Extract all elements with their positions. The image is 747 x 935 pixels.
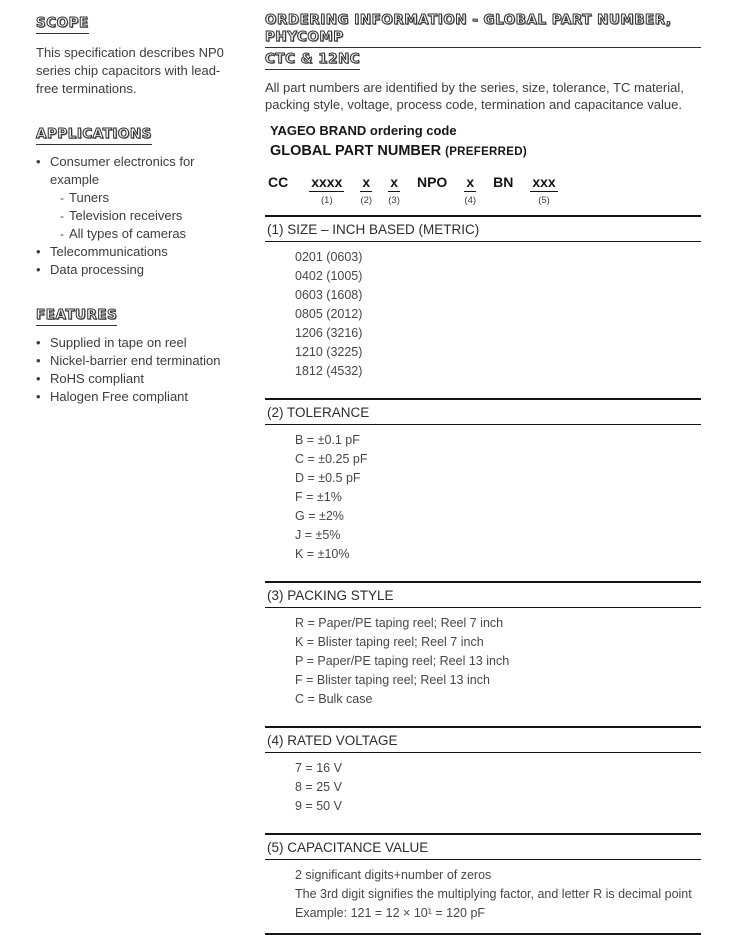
part-code-text: xxxx: [311, 173, 343, 190]
section-capacitance-value: [265, 833, 701, 935]
part-code-label: (3): [388, 194, 400, 206]
size-option: 0603 (1608): [295, 287, 363, 302]
section-title: (4) RATED VOLTAGE: [265, 728, 701, 753]
size-option: 1210 (3225): [295, 344, 363, 359]
packing-option: K = Blister taping reel; Reel 7 inch: [295, 634, 484, 649]
tolerance-option: C = ±0.25 pF: [295, 451, 368, 466]
part-code-label: (2): [360, 194, 373, 206]
size-option: 0805 (2012): [295, 306, 363, 321]
section-items: [265, 860, 701, 933]
size-option: 1206 (3216): [295, 325, 363, 340]
ordering-heading-line2: CTC & 12NC: [265, 51, 360, 70]
section-tolerance: [265, 398, 701, 572]
section-title: (5) CAPACITANCE VALUE: [265, 835, 701, 860]
part-code-text: xxx: [532, 173, 556, 190]
bullet-icon: •: [36, 370, 41, 386]
section-rated-voltage: [265, 726, 701, 824]
part-code-segment-size: [309, 175, 344, 206]
part-code-segment-capacitance: [530, 175, 557, 206]
list-item: [36, 207, 238, 225]
part-code-text: x: [466, 173, 475, 190]
part-code-row: [267, 175, 701, 206]
bullet-icon: •: [36, 261, 41, 277]
bullet-icon: •: [36, 334, 41, 350]
part-code-segment-tolerance: [360, 175, 372, 206]
size-option: 0201 (0603): [295, 249, 363, 264]
list-item: [36, 370, 238, 388]
capacitance-note: The 3rd digit signifies the multiplying factor, and letter R is decimal point: [295, 886, 692, 901]
size-option: 0402 (1005): [295, 268, 363, 283]
list-item-label: Nickel-barrier end termination: [50, 352, 221, 368]
list-item-label: Data processing: [50, 261, 144, 277]
part-code-label: (1): [321, 194, 333, 206]
list-item: [36, 388, 238, 406]
list-item-label: Supplied in tape on reel: [50, 334, 187, 350]
size-option: 1812 (4532): [295, 363, 363, 378]
tolerance-option: B = ±0.1 pF: [295, 432, 360, 447]
applications-heading: APPLICATIONS: [36, 126, 152, 145]
part-code-label: (4): [464, 194, 477, 206]
bullet-icon: •: [36, 388, 41, 404]
dash-bullet-icon: -: [60, 226, 64, 241]
global-part-number-label: GLOBAL PART NUMBER: [270, 142, 442, 159]
list-item-label: Television receivers: [69, 207, 183, 223]
bullet-icon: •: [36, 153, 41, 169]
scope-heading: SCOPE: [36, 15, 89, 34]
scope-section: [36, 14, 238, 98]
section-title: (1) SIZE – INCH BASED (METRIC): [265, 217, 701, 242]
voltage-option: 8 = 25 V: [295, 779, 342, 794]
section-title: (2) TOLERANCE: [265, 400, 701, 425]
section-items: [265, 242, 701, 389]
ordering-heading-line1: ORDERING INFORMATION - GLOBAL PART NUMBER, PHYCOMP: [265, 12, 701, 48]
section-items: [265, 425, 701, 572]
section-title: (3) PACKING STYLE: [265, 583, 701, 608]
part-code-text: NPO: [416, 173, 448, 190]
list-item: [36, 225, 238, 243]
list-item-label: All types of cameras: [69, 225, 187, 241]
list-item-label: RoHS compliant: [50, 370, 144, 386]
part-code-segment-packing: [388, 175, 400, 206]
list-item-label: Halogen Free compliant: [50, 388, 189, 404]
part-code-text: x: [390, 173, 398, 190]
section-items: [265, 608, 701, 717]
list-item: [36, 261, 238, 279]
part-code-text: BN: [493, 173, 514, 190]
packing-option: P = Paper/PE taping reel; Reel 13 inch: [295, 653, 510, 668]
ordering-heading: [265, 50, 701, 70]
scope-paragraph: This specification describes NP0 series chip capacitors with lead-free terminations.: [36, 44, 224, 96]
features-heading: FEATURES: [36, 307, 117, 326]
applications-list: [36, 153, 238, 279]
features-section: [36, 306, 238, 406]
list-item: [36, 153, 238, 189]
tolerance-option: G = ±2%: [295, 508, 344, 523]
voltage-option: 9 = 50 V: [295, 798, 342, 813]
part-code-text: CC: [268, 173, 289, 190]
part-code-text: x: [362, 173, 371, 190]
tolerance-option: J = ±5%: [295, 527, 341, 542]
section-items: [265, 753, 701, 824]
tolerance-option: K = ±10%: [295, 546, 350, 561]
capacitance-example: Example: 121 = 12 × 10¹ = 120 pF: [295, 905, 486, 920]
applications-section: [36, 125, 238, 279]
packing-option: F = Blister taping reel; Reel 13 inch: [295, 672, 490, 687]
dash-bullet-icon: -: [60, 190, 64, 205]
yageo-brand-line: YAGEO BRAND ordering code: [270, 122, 457, 138]
preferred-label: (PREFERRED): [445, 145, 527, 158]
features-list: [36, 334, 238, 406]
section-packing-style: [265, 581, 701, 717]
part-code-segment-material: [416, 175, 448, 193]
dash-bullet-icon: -: [60, 208, 64, 223]
packing-option: C = Bulk case: [295, 691, 373, 706]
tolerance-option: D = ±0.5 pF: [295, 470, 361, 485]
left-column: [36, 14, 238, 406]
voltage-option: 7 = 16 V: [295, 760, 342, 775]
list-item: [36, 334, 238, 352]
global-part-number-line: [270, 143, 701, 159]
capacitance-note: 2 significant digits+number of zeros: [295, 867, 492, 882]
bullet-icon: •: [36, 243, 41, 259]
part-code-segment-voltage: [464, 175, 476, 206]
list-item: [36, 243, 238, 261]
part-code-segment-series: [267, 175, 289, 193]
packing-option: R = Paper/PE taping reel; Reel 7 inch: [295, 615, 504, 630]
list-item: [36, 189, 238, 207]
ordering-heading: [265, 12, 701, 48]
tolerance-option: F = ±1%: [295, 489, 342, 504]
list-item-label: Consumer electronics for example: [50, 153, 195, 187]
part-code-label: (5): [538, 194, 550, 206]
ordering-information-column: [265, 12, 701, 935]
list-item-label: Tuners: [69, 189, 109, 205]
part-code-segment-termination: [492, 175, 514, 193]
section-size: [265, 215, 701, 389]
ordering-intro-paragraph: All part numbers are identified by the series, size, tolerance, TC material, packing style, voltage, process code, termination and capacitance value.: [265, 79, 684, 113]
list-item: [36, 352, 238, 370]
bullet-icon: •: [36, 352, 41, 368]
list-item-label: Telecommunications: [50, 243, 168, 259]
